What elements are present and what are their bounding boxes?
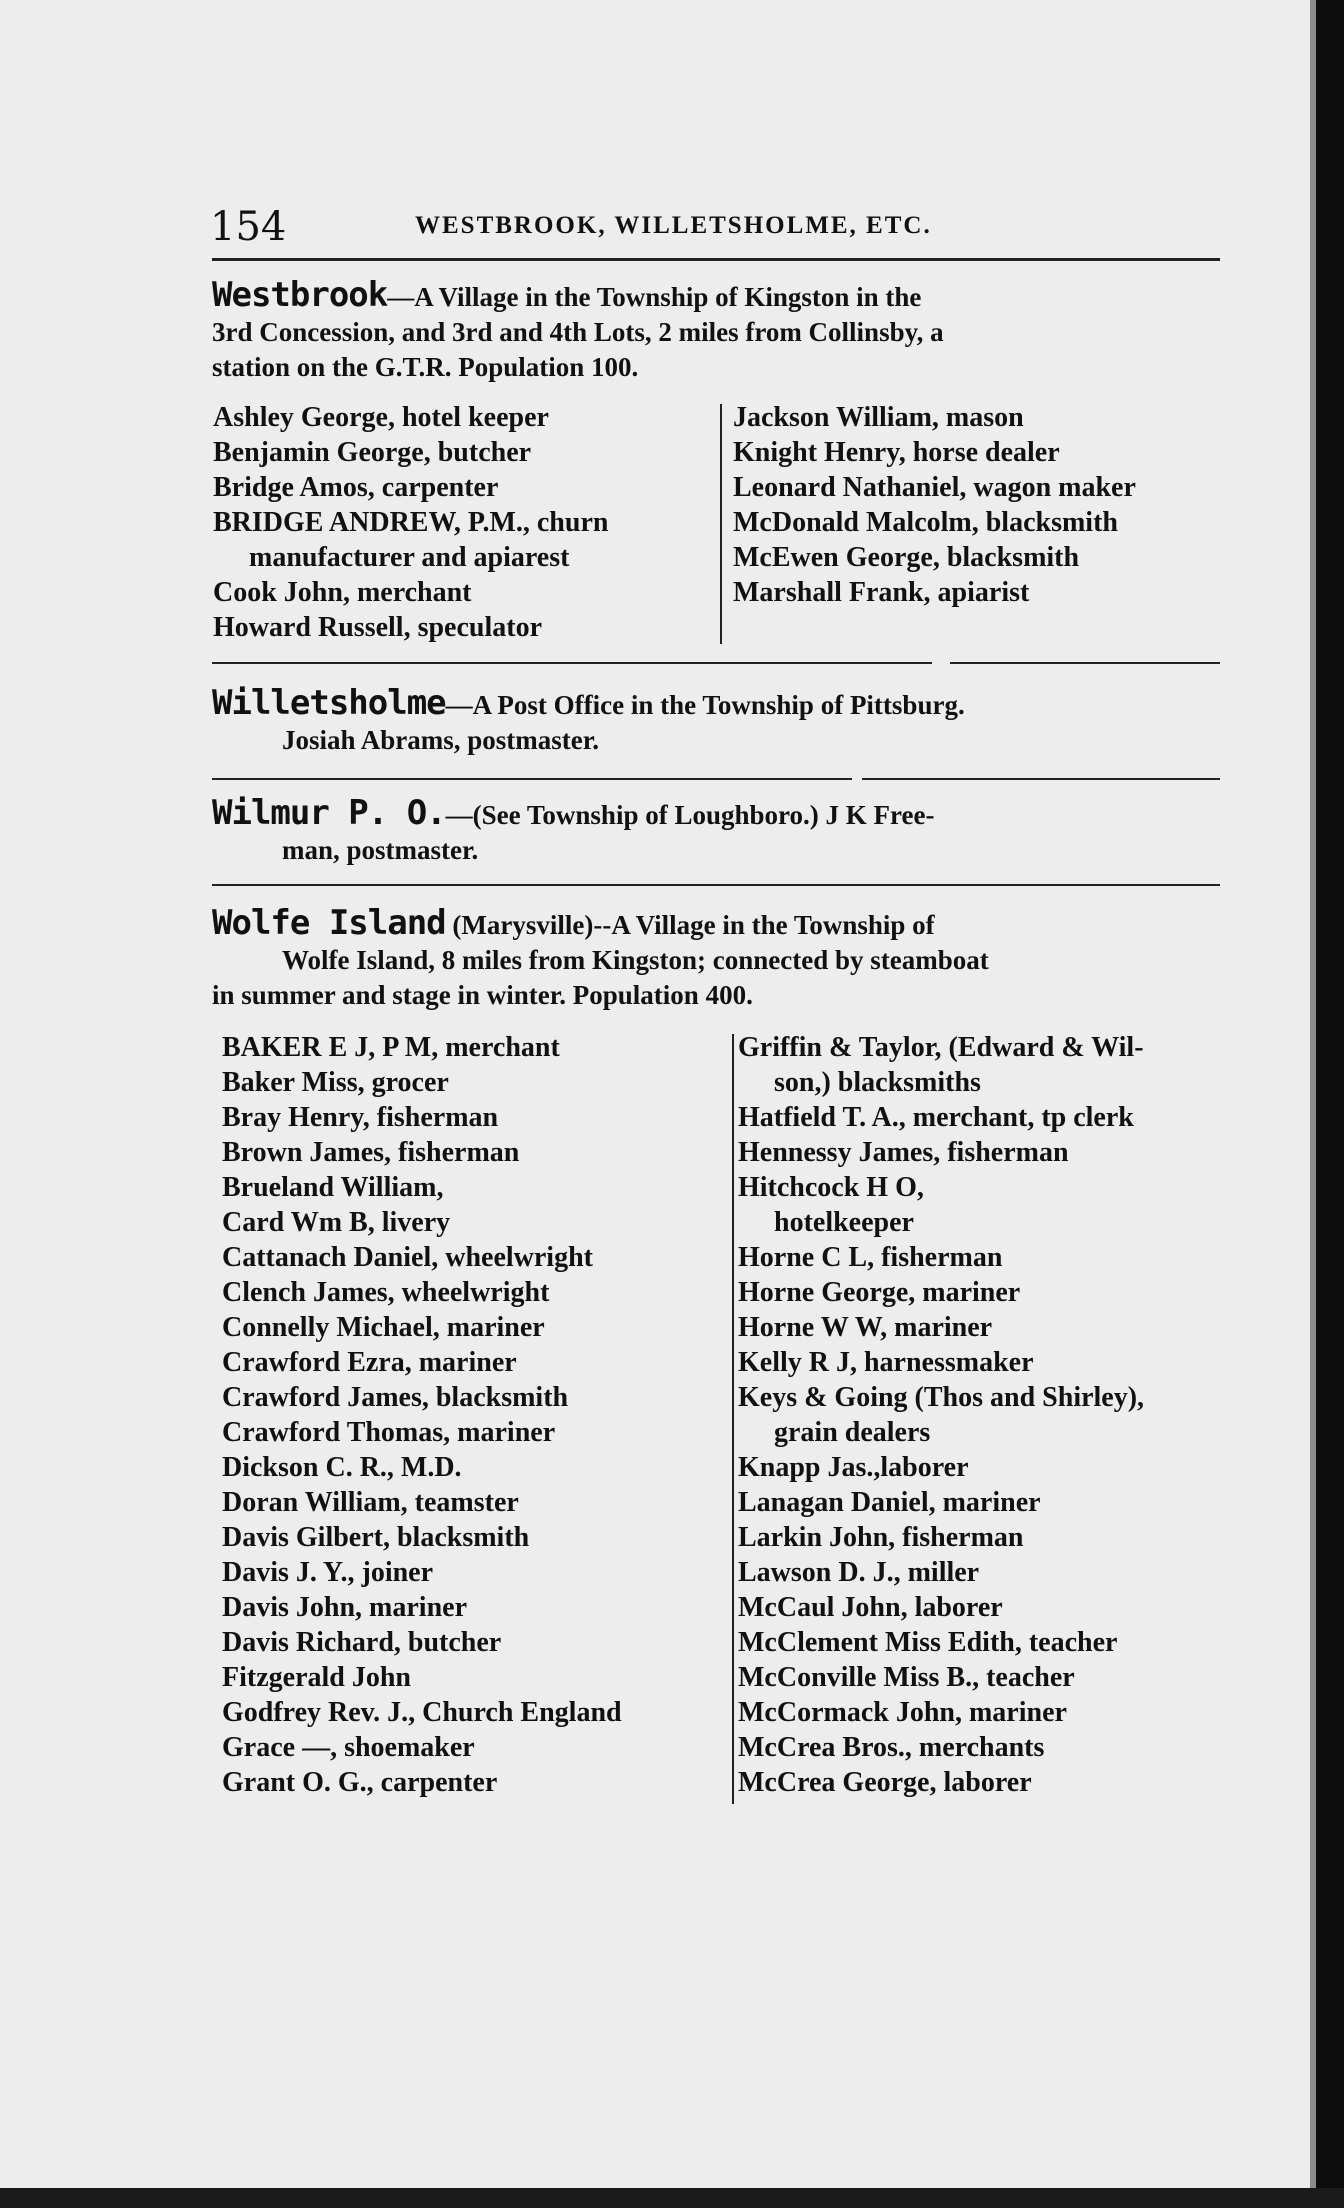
list-item: Lanagan Daniel, mariner (738, 1487, 1041, 1518)
column-divider (732, 1034, 734, 1804)
scan-border-right (1316, 0, 1344, 2208)
list-item: Davis J. Y., joiner (222, 1557, 434, 1588)
list-item: Bridge Amos, carpenter (213, 472, 499, 503)
list-item: Larkin John, fisherman (738, 1522, 1024, 1553)
place-name-wilmur: Wilmur P. O. (212, 793, 446, 833)
list-item: McCrea George, laborer (738, 1767, 1032, 1798)
place-name-westbrook: Westbrook (212, 275, 388, 315)
westbrook-right-column (733, 400, 1233, 610)
list-item: Clench James, wheelwright (222, 1277, 550, 1308)
wilmur-desc-2: man, postmaster. (282, 835, 479, 865)
list-item: Hennessy James, fisherman (738, 1137, 1069, 1168)
westbrook-entry (212, 275, 1232, 385)
westbrook-desc-3: station on the G.T.R. Population 100. (212, 352, 639, 382)
wolfe-island-left-column (222, 1030, 722, 1800)
list-item: Doran William, teamster (222, 1487, 519, 1518)
list-item: Baker Miss, grocer (222, 1067, 449, 1098)
willetsholme-desc-1: —A Post Office in the Township of Pittsburg. (445, 690, 965, 720)
list-item: Crawford Thomas, mariner (222, 1417, 556, 1448)
list-item: Lawson D. J., miller (738, 1557, 980, 1588)
list-item: Knapp Jas.,laborer (738, 1452, 969, 1483)
section-rule (212, 662, 932, 664)
list-item: Hatfield T. A., merchant, tp clerk (738, 1102, 1134, 1133)
list-item: Dickson C. R., M.D. (222, 1452, 462, 1483)
willetsholme-desc-2: Josiah Abrams, postmaster. (282, 725, 600, 755)
list-item: Davis Richard, butcher (222, 1627, 502, 1658)
wolfe-island-right-column (738, 1030, 1238, 1800)
list-item: hotelkeeper (774, 1207, 914, 1238)
list-item: Card Wm B, livery (222, 1207, 451, 1238)
running-title: WESTBROOK, WILLETSHOLME, ETC. (415, 212, 932, 239)
list-item: McDonald Malcolm, blacksmith (733, 507, 1118, 538)
list-item: Horne George, mariner (738, 1277, 1021, 1308)
list-item: Horne C L, fisherman (738, 1242, 1003, 1273)
scan-border-bottom (0, 2188, 1344, 2208)
list-item: Crawford Ezra, mariner (222, 1347, 517, 1378)
list-item: manufacturer and apiarest (249, 542, 570, 573)
westbrook-desc-1: —A Village in the Township of Kingston in the (387, 282, 922, 312)
list-item: McCaul John, laborer (738, 1592, 1003, 1623)
list-item: Horne W W, mariner (738, 1312, 993, 1343)
list-item: Griffin & Taylor, (Edward & Wil- (738, 1032, 1144, 1063)
list-item: Brueland William, (222, 1172, 444, 1203)
header-rule (212, 258, 1220, 261)
list-item: Fitzgerald John (222, 1662, 411, 1693)
list-item: grain dealers (774, 1417, 931, 1448)
section-rule (950, 662, 1220, 664)
column-divider (720, 404, 722, 644)
wilmur-entry (212, 793, 1232, 868)
list-item: Jackson William, mason (733, 402, 1024, 433)
list-item: Godfrey Rev. J., Church England (222, 1697, 622, 1728)
list-item: Grace —, shoemaker (222, 1732, 475, 1763)
list-item: Cattanach Daniel, wheelwright (222, 1242, 593, 1273)
wilmur-desc-1: —(See Township of Loughboro.) J K Free- (445, 800, 935, 830)
willetsholme-entry (212, 683, 1232, 758)
list-item: Ashley George, hotel keeper (213, 402, 549, 433)
list-item: Grant O. G., carpenter (222, 1767, 498, 1798)
section-rule (212, 884, 1220, 886)
list-item: Bray Henry, fisherman (222, 1102, 499, 1133)
list-item: Knight Henry, horse dealer (733, 437, 1060, 468)
list-item: Benjamin George, butcher (213, 437, 532, 468)
list-item: son,) blacksmiths (774, 1067, 981, 1098)
list-item: Crawford James, blacksmith (222, 1382, 569, 1413)
place-name-willetsholme: Willetsholme (212, 683, 446, 723)
list-item: McEwen George, blacksmith (733, 542, 1080, 573)
wolfe-island-desc-1: (Marysville)--A Village in the Township of (445, 910, 935, 940)
list-item: McConville Miss B., teacher (738, 1662, 1075, 1693)
list-item: Davis John, mariner (222, 1592, 467, 1623)
list-item: McCrea Bros., merchants (738, 1732, 1045, 1763)
place-name-wolfe-island: Wolfe Island (212, 903, 446, 943)
list-item: Marshall Frank, apiarist (733, 577, 1030, 608)
list-item: Brown James, fisherman (222, 1137, 520, 1168)
list-item: Leonard Nathaniel, wagon maker (733, 472, 1136, 503)
list-item: Davis Gilbert, blacksmith (222, 1522, 530, 1553)
westbrook-left-column (213, 400, 713, 645)
wolfe-island-entry (212, 903, 1232, 1013)
list-item: McClement Miss Edith, teacher (738, 1627, 1118, 1658)
list-item: BAKER E J, P M, merchant (222, 1032, 560, 1063)
section-rule (212, 778, 852, 780)
westbrook-desc-2: 3rd Concession, and 3rd and 4th Lots, 2 miles from Collinsby, a (212, 317, 944, 347)
page-header (210, 204, 1220, 256)
wolfe-island-desc-2: Wolfe Island, 8 miles from Kingston; connected by steamboat (282, 945, 989, 975)
list-item: McCormack John, mariner (738, 1697, 1067, 1728)
list-item: BRIDGE ANDREW, P.M., churn (213, 507, 609, 538)
section-rule (862, 778, 1220, 780)
list-item: Howard Russell, speculator (213, 612, 542, 643)
page-number: 154 (210, 204, 287, 250)
wolfe-island-desc-3: in summer and stage in winter. Population 400. (212, 980, 753, 1010)
list-item: Cook John, merchant (213, 577, 472, 608)
list-item: Kelly R J, harnessmaker (738, 1347, 1034, 1378)
list-item: Hitchcock H O, (738, 1172, 924, 1203)
list-item: Connelly Michael, mariner (222, 1312, 545, 1343)
list-item: Keys & Going (Thos and Shirley), (738, 1382, 1145, 1413)
